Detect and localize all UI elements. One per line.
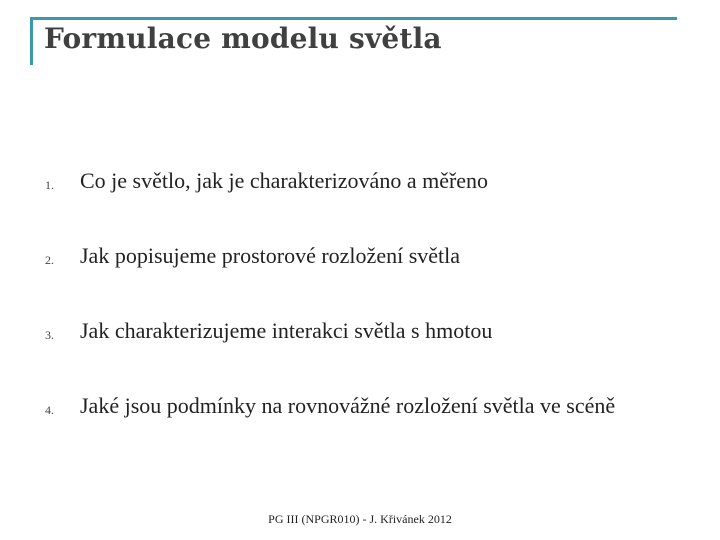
- list-item-text: Jak popisujeme prostorové rozložení světla: [80, 243, 461, 268]
- list-item-text: Jaké jsou podmínky na rovnovážné rozložení světla ve scéně: [80, 393, 616, 418]
- list-item-text: Jak charakterizujeme interakci světla s hmotou: [80, 318, 493, 343]
- list-item-number: 1.: [45, 178, 54, 192]
- list-item-number: 3.: [45, 328, 54, 342]
- list-item: [45, 318, 685, 348]
- slide-title: Formulace modelu světla: [44, 22, 442, 55]
- slide-footer: PG III (NPGR010) - J. Křivánek 2012: [268, 512, 452, 526]
- list-item: [45, 243, 685, 273]
- list-item: [45, 393, 685, 423]
- list-item: [45, 168, 685, 198]
- list-item-number: 4.: [45, 403, 54, 417]
- list-item-number: 2.: [45, 253, 54, 267]
- topic-list: [45, 168, 685, 468]
- list-item-text: Co je světlo, jak je charakterizováno a měřeno: [80, 168, 489, 193]
